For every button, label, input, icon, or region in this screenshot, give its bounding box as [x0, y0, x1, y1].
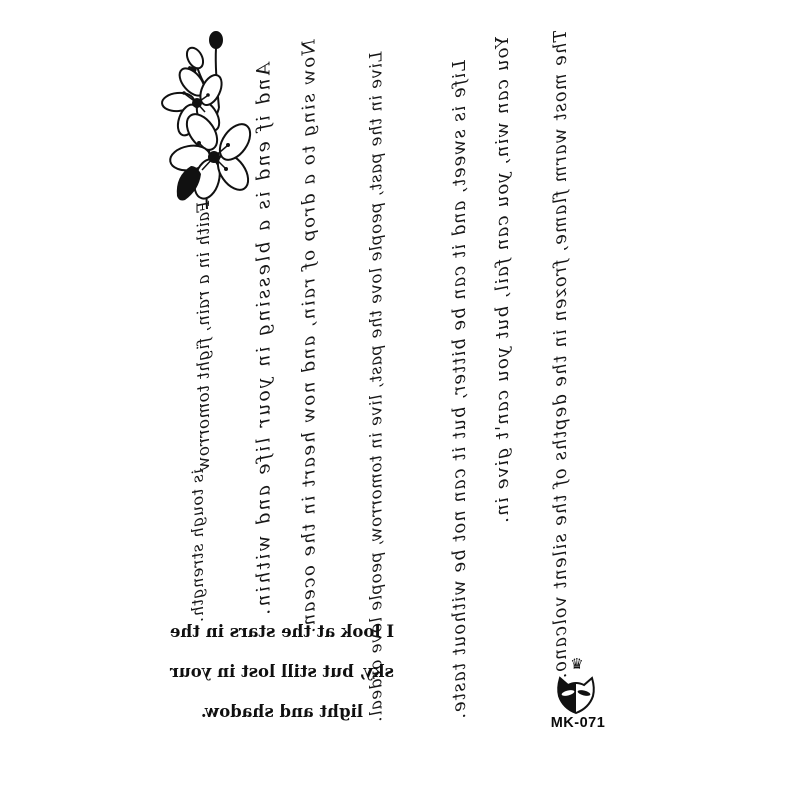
crown-icon: ♛ [570, 655, 584, 673]
stars-quote-line3: light and shadow. [200, 702, 364, 721]
script-quote-blessing: And if end is a blessing in your life and within. [253, 62, 275, 618]
stars-quote-line2: sky, but still lost in your [170, 662, 394, 681]
script-quote-flame: The most warm flame, frozen in the depths of the silent volcano. [551, 30, 571, 680]
script-quote-life: Life is sweet, and it can be bitter, but it can not be without taste. [450, 60, 470, 720]
script-quote-stem-upper: Faith in a rain, fight tomorrow [194, 201, 213, 472]
product-code: MK-071 [550, 715, 606, 731]
stars-quote-line1: I look at the stars in the [169, 622, 395, 641]
cat-mask-logo-icon [555, 674, 597, 716]
stars-quote-block [162, 612, 402, 732]
script-quote-stem-lower: is tough strength. [188, 469, 207, 623]
script-quote-drop: Now sing to a drop of rain, and now heart in the ocean. [298, 39, 320, 635]
script-quote-win: You can win, you can fail, but you can't give in. [492, 36, 513, 524]
script-quote-past: Live in the past, people love the past, live in tomorrow, people love ordeal. [366, 51, 386, 723]
